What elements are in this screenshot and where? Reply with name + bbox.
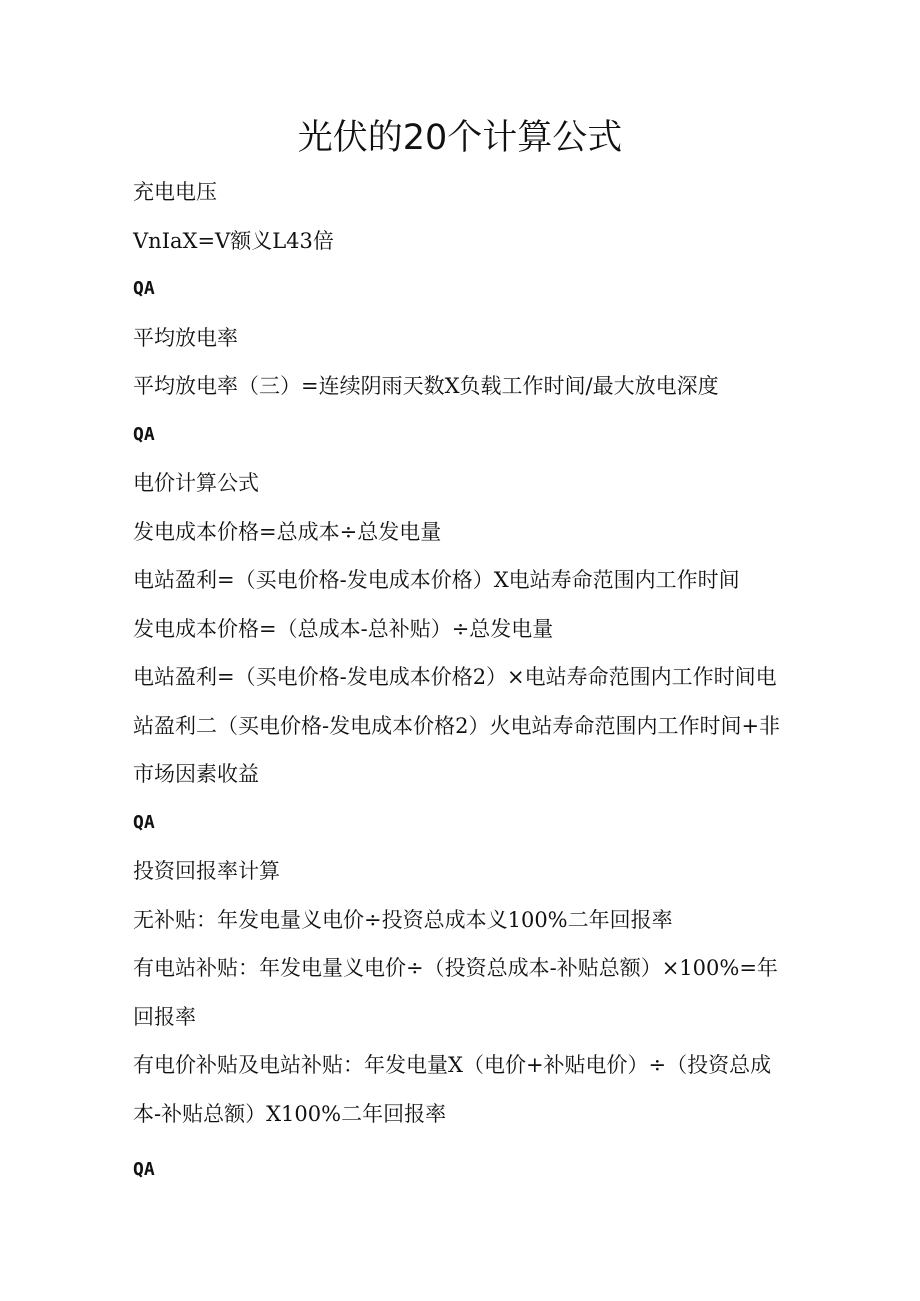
roi-formula-line: 回报率 xyxy=(133,1004,196,1029)
roi-formula-line: 有电价补贴及电站补贴：年发电量X（电价+补贴电价）÷（投资总成 xyxy=(133,1053,772,1077)
roi-formula-line: 无补贴：年发电量义电价÷投资总成本义100%二年回报率 xyxy=(133,907,673,932)
price-heading: 电价计算公式 xyxy=(133,471,259,495)
page-title: 光伏的20个计算公式 xyxy=(297,118,623,158)
qa-mark: QA xyxy=(133,811,155,833)
discharge-rate-formula: 平均放电率（三）=连续阴雨天数X负载工作时间/最大放电深度 xyxy=(133,374,719,398)
charge-voltage-heading: 充电电压 xyxy=(133,180,217,204)
price-formula-line: 市场因素收益 xyxy=(133,762,259,786)
qa-mark: QA xyxy=(133,1159,155,1180)
price-formula-line: 电站盈利=（买电价格-发电成本价格）X电站寿命范围内工作时间 xyxy=(133,568,740,592)
price-formula-line: 站盈利二（买电价格-发电成本价格2）火电站寿命范围内工作时间+非 xyxy=(133,713,781,738)
roi-heading: 投资回报率计算 xyxy=(133,859,280,883)
roi-formula-line: 有电站补贴：年发电量义电价÷（投资总成本-补贴总额）×100%=年 xyxy=(133,956,778,980)
qa-mark: QA xyxy=(133,423,155,445)
document-body xyxy=(133,168,795,1195)
price-formula-line: 电站盈利=（买电价格-发电成本价格2）×电站寿命范围内工作时间电 xyxy=(133,665,777,689)
qa-mark: QA xyxy=(133,278,155,299)
spacer xyxy=(133,1138,795,1146)
charge-voltage-formula: VnIaX=V额义L43倍 xyxy=(133,228,334,253)
roi-formula-line: 本-补贴总额）X100%二年回报率 xyxy=(133,1101,447,1126)
discharge-rate-heading: 平均放电率 xyxy=(133,325,238,350)
price-formula-line: 发电成本价格=总成本÷总发电量 xyxy=(133,519,442,544)
price-formula-line: 发电成本价格=（总成本-总补贴）÷总发电量 xyxy=(133,616,554,641)
